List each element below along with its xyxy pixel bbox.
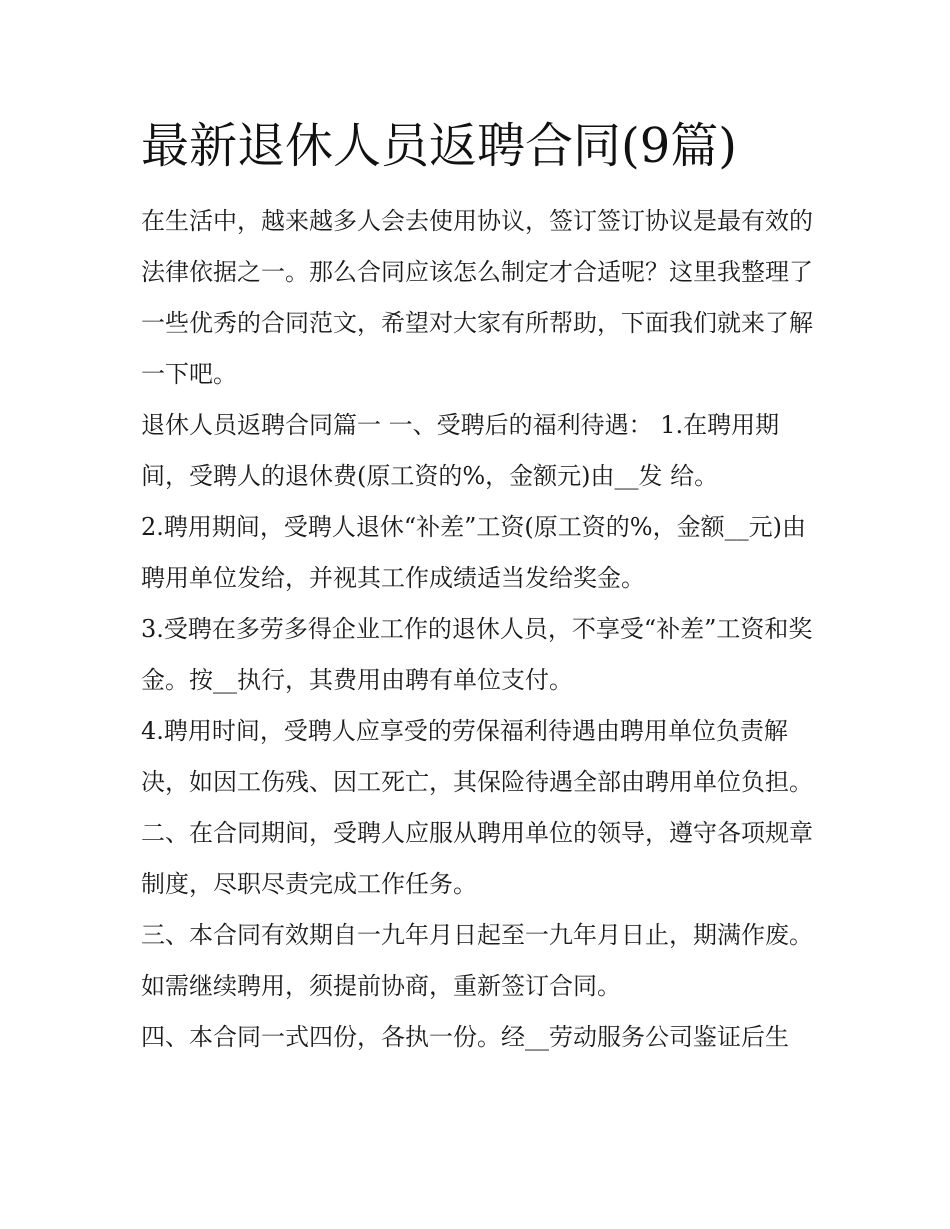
paragraph-intro: 在生活中，越来越多人会去使用协议，签订签订协议是最有效的法律依据之一。那么合同应该怎么制定才合适呢？这里我整理了一些优秀的合同范文，希望对大家有所帮助，下面我们就来了解一下吧。 xyxy=(141,207,813,388)
paragraph-item-2: 2.聘用期间，受聘人退休“补差”工资(原工资的%，金额__元)由聘用单位发给，并视其工作成绩适当发给奖金。 xyxy=(141,513,806,592)
paragraph-section-4: 四、本合同一式四份，各执一份。经__劳动服务公司鉴证后生 xyxy=(141,1023,789,1051)
paragraph-section-3: 三、本合同有效期自一九年月日起至一九年月日止，期满作废。如需继续聘用，须提前协商，重新签订合同。 xyxy=(141,921,813,1000)
paragraph-section-2: 二、在合同期间，受聘人应服从聘用单位的领导，遵守各项规章制度，尽职尽责完成工作任务。 xyxy=(141,819,813,898)
paragraph-item-4: 4.聘用时间，受聘人应享受的劳保福利待遇由聘用单位负责解决，如因工伤残、因工死亡，其保险待遇全部由聘用单位负担。 xyxy=(141,717,813,796)
paragraph-benefits: 退休人员返聘合同篇一 一、受聘后的福利待遇： 1.在聘用期间，受聘人的退休费(原工资的%，金额元)由__发 给。 xyxy=(141,411,780,490)
paragraph-item-3: 3.受聘在多劳多得企业工作的退休人员，不享受“补差”工资和奖金。按__执行，其费用由聘有单位支付。 xyxy=(141,615,813,694)
document-body xyxy=(141,196,813,1063)
document-title: 最新退休人员返聘合同(9篇) xyxy=(141,118,737,174)
